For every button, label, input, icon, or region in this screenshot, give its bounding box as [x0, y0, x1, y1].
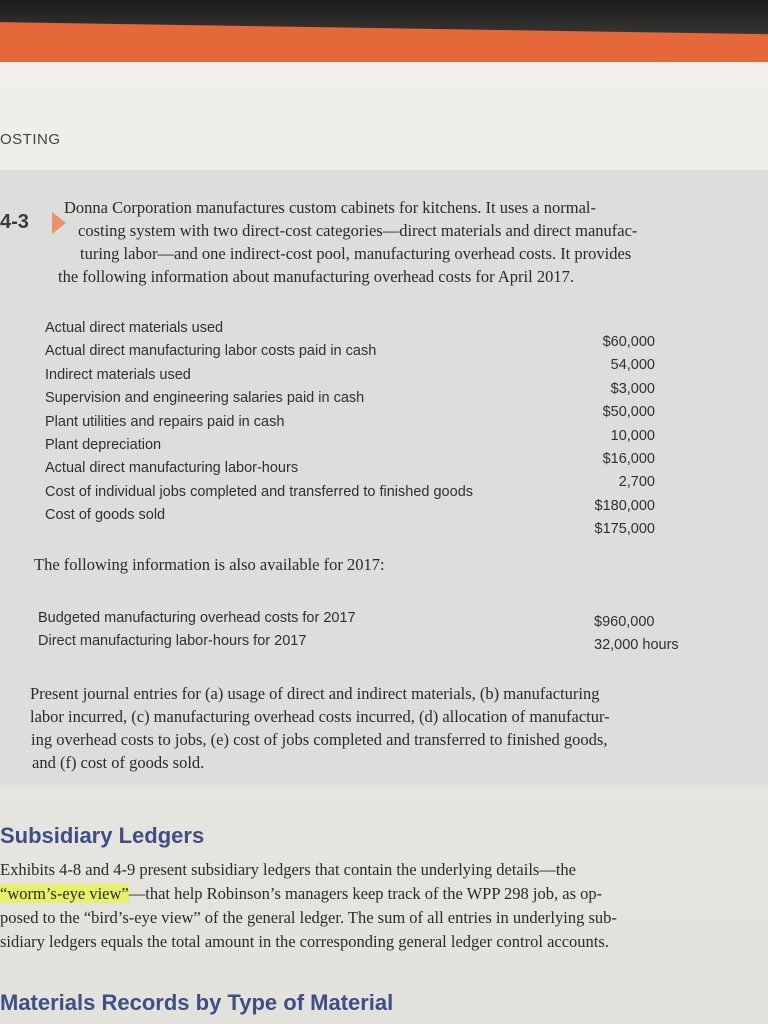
- row-value: $16,000: [602, 450, 655, 467]
- intro-line: costing system with two direct-cost categories—direct materials and direct manufac-: [78, 221, 638, 240]
- row-value: $960,000: [594, 614, 655, 630]
- intro-line: Donna Corporation manufactures custom cabinets for kitchens. It uses a normal-: [64, 198, 596, 217]
- row-value: 2,700: [618, 474, 655, 491]
- requirement-line: Present journal entries for (a) usage of direct and indirect materials, (b) manufacturing: [30, 684, 600, 703]
- table-row: [38, 610, 708, 633]
- row-value: $3,000: [610, 380, 655, 397]
- table-row: [45, 460, 665, 491]
- row-label: Actual direct manufacturing labor-hours: [45, 460, 299, 477]
- row-label: Cost of goods sold: [45, 507, 166, 524]
- overhead-data-table: [45, 320, 665, 538]
- row-label: Plant utilities and repairs paid in cash: [45, 413, 285, 430]
- table-row: [45, 436, 665, 467]
- row-label: Cost of individual jobs completed and transferred to finished goods: [45, 483, 474, 500]
- problem-intro: [58, 196, 758, 288]
- table-row: [45, 390, 665, 421]
- row-value: $50,000: [602, 404, 655, 421]
- row-value: 54,000: [610, 357, 655, 374]
- body-line-rest: —that help Robinson’s managers keep track of the WPP 298 job, as op-: [128, 884, 603, 903]
- problem-requirement: [30, 682, 750, 774]
- row-value: 10,000: [610, 427, 655, 444]
- row-label: Plant depreciation: [45, 436, 162, 453]
- body-line: posed to the “bird’s-eye view” of the general ledger. The sum of all entries in underlying sub-: [0, 908, 617, 927]
- row-label: Budgeted manufacturing overhead costs for 2017: [38, 610, 356, 626]
- body-line: sidiary ledgers equals the total amount in the corresponding general ledger control accounts.: [0, 932, 609, 951]
- intro-line: turing labor—and one indirect-cost pool, manufacturing overhead costs. It provides: [80, 244, 632, 263]
- also-available-text: The following information is also available for 2017:: [34, 555, 385, 574]
- section-body: [0, 858, 768, 954]
- subsection-heading: Materials Records by Type of Material: [0, 990, 394, 1015]
- highlighted-phrase: “worm’s-eye view”: [0, 884, 129, 903]
- running-head: OSTING: [0, 131, 61, 148]
- body-line: [0, 882, 768, 906]
- table-row: [45, 483, 665, 514]
- row-value: 32,000 hours: [594, 637, 679, 653]
- row-label: Supervision and engineering salaries paid in cash: [45, 390, 365, 407]
- table-row: [45, 320, 665, 350]
- table-row: [45, 343, 665, 374]
- requirement-line: labor incurred, (c) manufacturing overhead costs incurred, (d) allocation of manufactur-: [30, 707, 610, 726]
- table-row: [45, 507, 665, 538]
- requirement-line: ing overhead costs to jobs, (e) cost of jobs completed and transferred to finished goods,: [31, 730, 608, 749]
- table-row: [38, 633, 708, 656]
- row-value: $180,000: [594, 497, 655, 514]
- requirement-line: and (f) cost of goods sold.: [32, 753, 205, 772]
- row-label: Indirect materials used: [45, 366, 191, 383]
- row-label: Actual direct materials used: [45, 320, 224, 336]
- intro-line: the following information about manufacturing overhead costs for April 2017.: [58, 267, 574, 286]
- body-line: Exhibits 4-8 and 4-9 present subsidiary ledgers that contain the underlying details—the: [0, 860, 576, 879]
- row-label: Actual direct manufacturing labor costs paid in cash: [45, 343, 377, 360]
- table-row: [45, 366, 665, 397]
- table-row: [45, 413, 665, 444]
- problem-number: 4-3: [0, 211, 29, 233]
- row-value: $175,000: [594, 521, 655, 538]
- budget-data-table: [38, 610, 708, 656]
- row-value: $60,000: [602, 334, 655, 350]
- section-heading: Subsidiary Ledgers: [0, 823, 205, 848]
- row-label: Direct manufacturing labor-hours for 2017: [38, 633, 307, 649]
